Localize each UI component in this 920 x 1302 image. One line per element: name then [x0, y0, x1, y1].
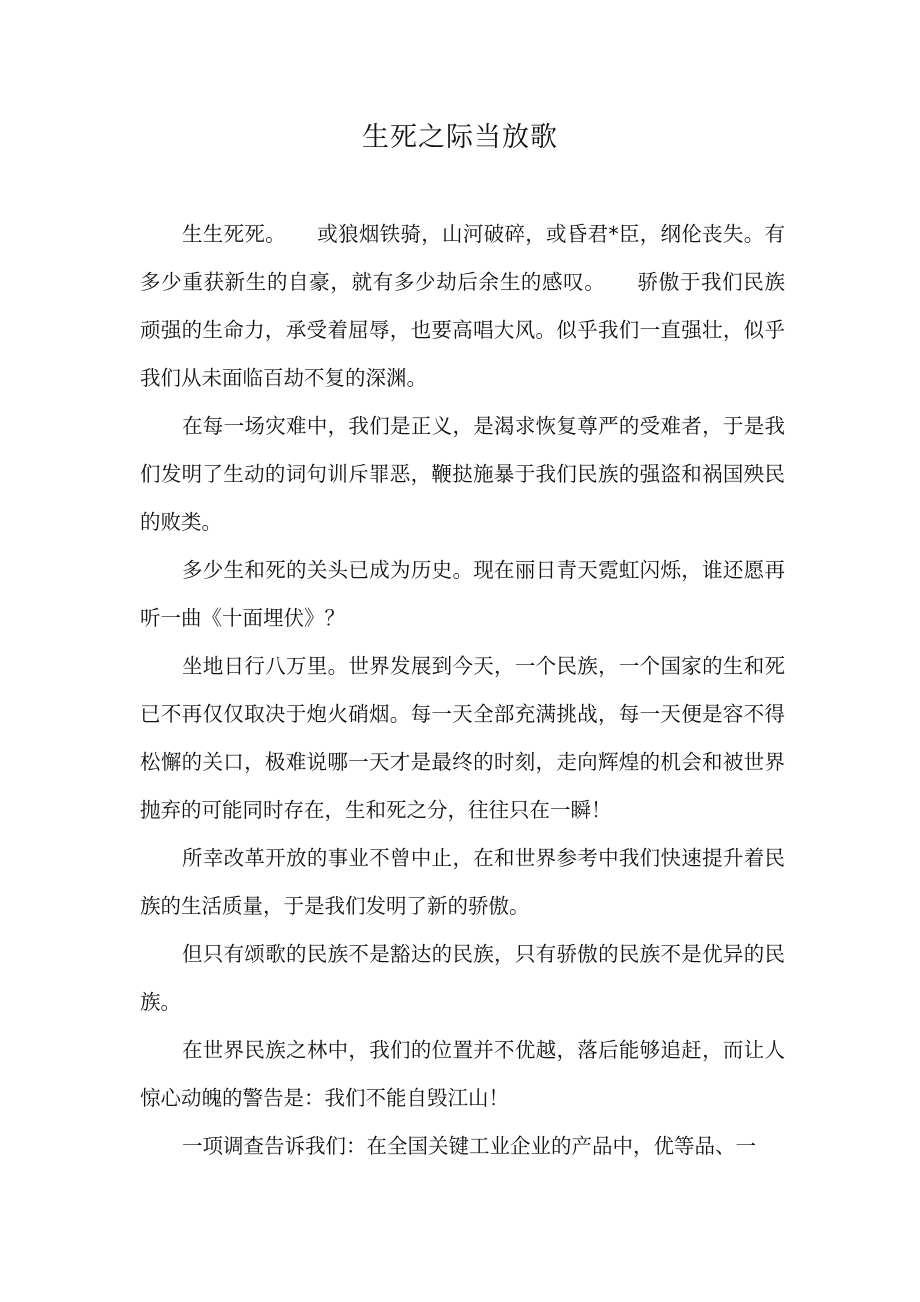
paragraph-5: 所幸改革开放的事业不曾中止，在和世界参考中我们快速提升着民族的生活质量，于是我们发明了新的骄傲。 — [140, 846, 785, 918]
document-title: 生死之际当放歌 — [362, 122, 558, 153]
paragraph-6: 但只有颂歌的民族不是豁达的民族，只有骄傲的民族不是优异的民族。 — [140, 942, 785, 1014]
paragraph-3: 多少生和死的关头已成为历史。现在丽日青天霓虹闪烁，谁还愿再听一曲《十面埋伏》？ — [140, 558, 785, 630]
paragraph-7: 在世界民族之林中，我们的位置并不优越，落后能够追赶，而让人惊心动魄的警告是：我们不能自毁江山！ — [140, 1038, 785, 1110]
paragraph-2: 在每一场灾难中，我们是正义，是渴求恢复尊严的受难者，于是我们发明了生动的词句训斥罪恶，鞭挞施暴于我们民族的强盗和祸国殃民的败类。 — [140, 414, 785, 534]
paragraph-4: 坐地日行八万里。世界发展到今天，一个民族，一个国家的生和死已不再仅仅取决于炮火硝烟。每一天全部充满挑战，每一天便是容不得松懈的关口，极难说哪一天才是最终的时刻，走向辉煌的机会和被世界抛弃的可能同时存在，生和死之分，往往只在一瞬！ — [140, 654, 785, 822]
paragraph-1: 生生死死。 或狼烟铁骑，山河破碎，或昏君*臣，纲伦丧失。有多少重获新生的自豪，就有多少劫后余生的感叹。 骄傲于我们民族顽强的生命力，承受着屈辱，也要高唱大风。似乎我们一直强壮，似乎我们从未面临百劫不复的深渊。 — [140, 222, 785, 390]
paragraph-8: 一项调查告诉我们：在全国关键工业企业的产品中，优等品、一 — [182, 1134, 756, 1158]
document-body — [140, 210, 785, 1170]
